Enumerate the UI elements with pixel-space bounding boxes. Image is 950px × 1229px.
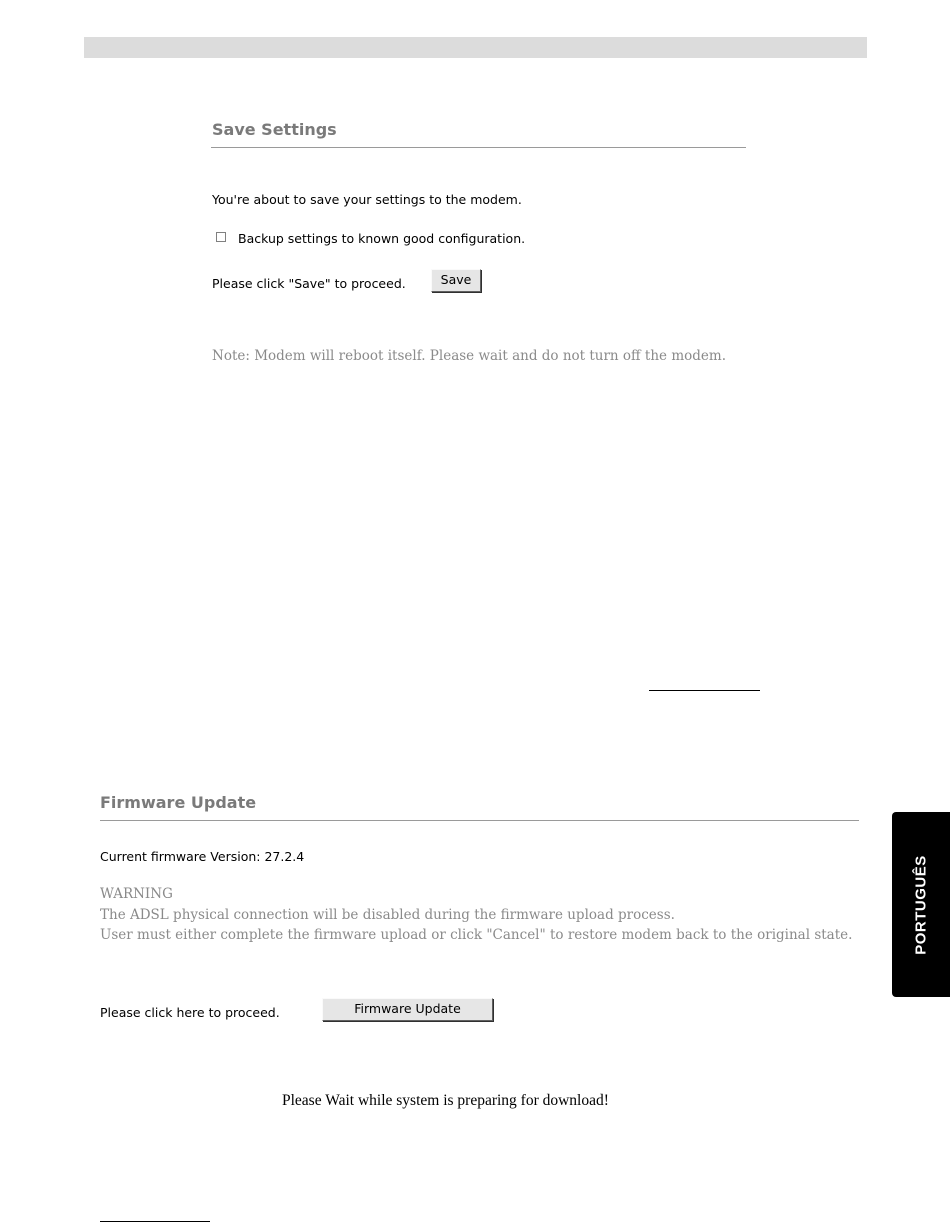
- firmware-update-title: Firmware Update: [100, 793, 257, 812]
- backup-settings-checkbox[interactable]: [216, 232, 226, 242]
- save-button[interactable]: Save: [431, 269, 481, 292]
- warning-line-2: User must either complete the firmware upload or click "Cancel" to restore modem back to the original state.: [100, 927, 853, 943]
- separator-line: [649, 690, 760, 691]
- firmware-version-label: Current firmware Version:: [100, 849, 261, 864]
- firmware-divider: [100, 820, 859, 821]
- firmware-proceed-text: Please click here to proceed.: [100, 1005, 280, 1020]
- firmware-update-button[interactable]: Firmware Update: [322, 998, 493, 1021]
- language-tab-label: PORTUGUÊS: [912, 854, 930, 955]
- wait-message: Please Wait while system is preparing for download!: [282, 1092, 609, 1109]
- firmware-version-row: [100, 849, 304, 864]
- backup-settings-label: Backup settings to known good configuration.: [238, 231, 526, 246]
- save-intro-text: You're about to save your settings to the modem.: [212, 192, 522, 207]
- save-proceed-text: Please click "Save" to proceed.: [212, 276, 406, 291]
- save-settings-title: Save Settings: [212, 120, 337, 139]
- warning-line-1: The ADSL physical connection will be disabled during the firmware upload process.: [100, 906, 675, 923]
- header-bar: [84, 37, 867, 58]
- language-side-tab: [892, 812, 950, 997]
- firmware-version-value: 27.2.4: [264, 849, 305, 864]
- warning-heading: WARNING: [100, 886, 173, 902]
- save-settings-divider: [211, 147, 746, 148]
- firmware-warning: [100, 884, 852, 946]
- footer-separator-line: [100, 1221, 210, 1222]
- reboot-note: Note: Modem will reboot itself. Please wait and do not turn off the modem.: [212, 348, 726, 364]
